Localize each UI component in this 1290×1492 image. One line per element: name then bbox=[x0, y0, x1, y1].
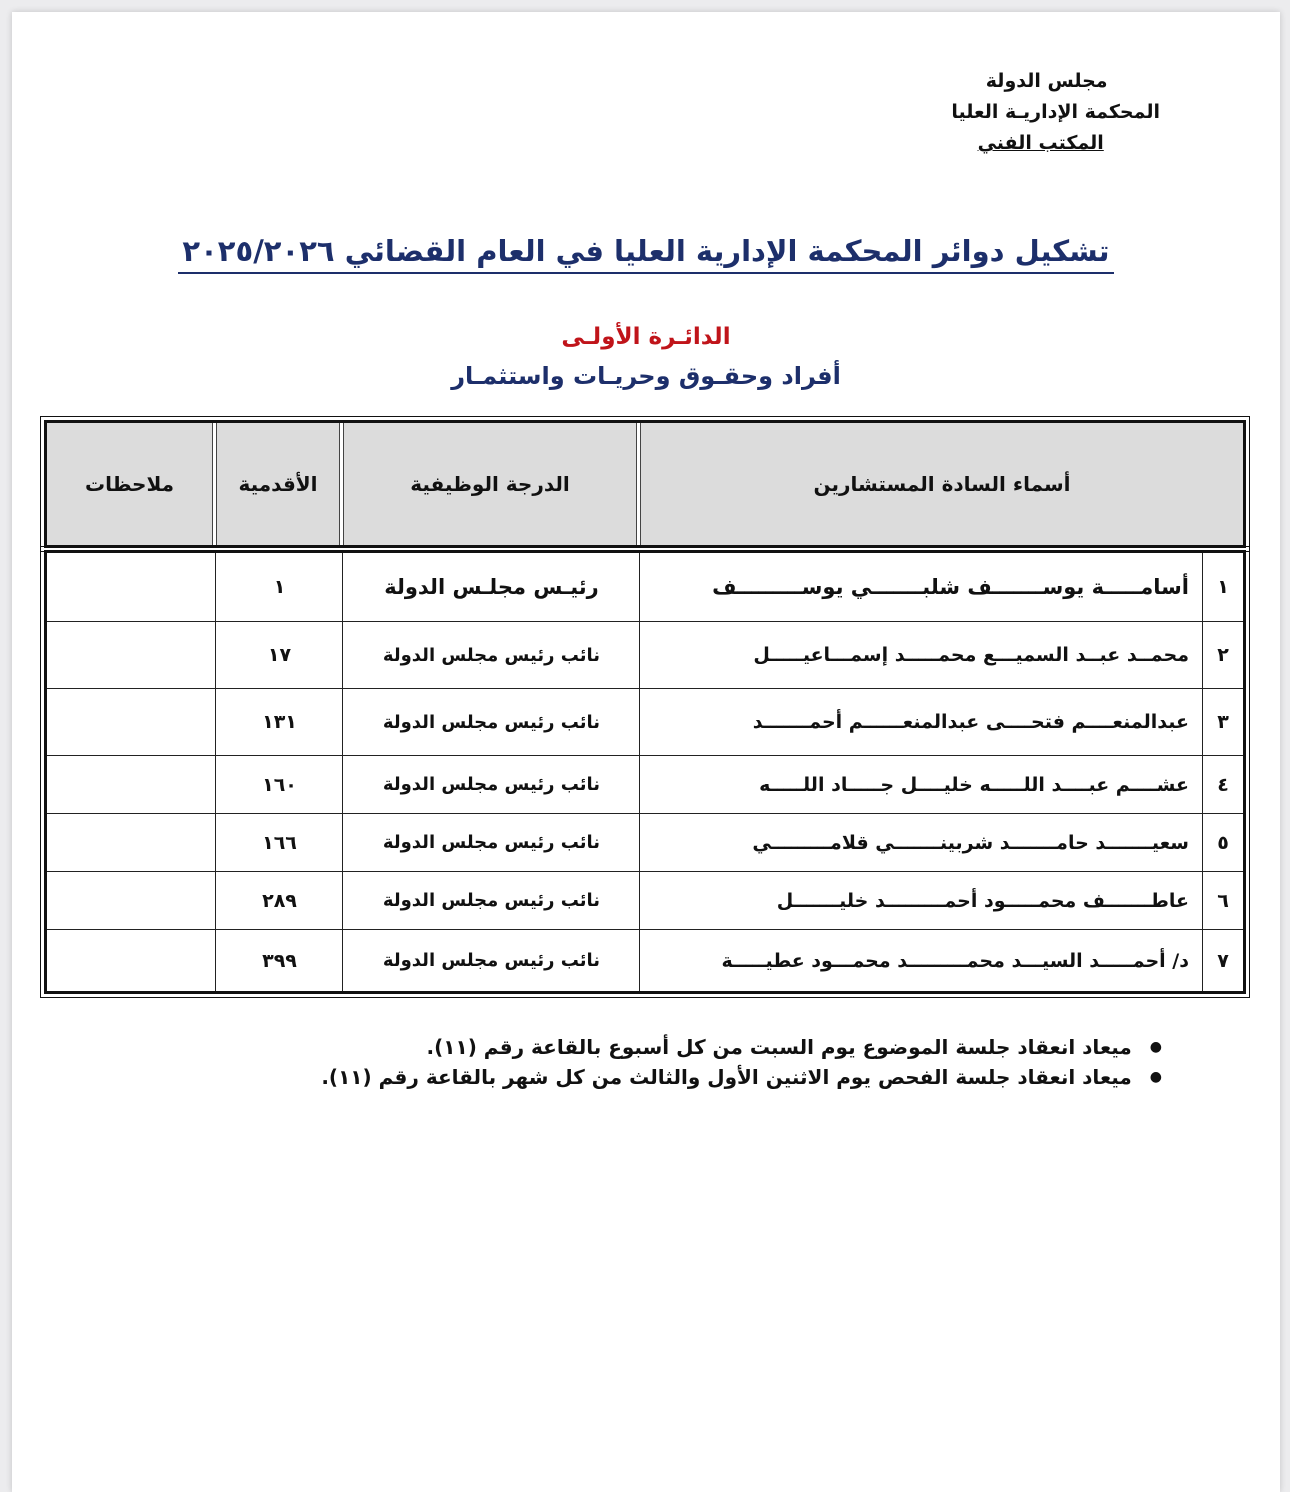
notes-cell bbox=[47, 689, 216, 755]
header-notes: ملاحظات bbox=[84, 472, 175, 496]
header-court: المحكمة الإداريـة العليا bbox=[951, 101, 1160, 123]
seniority: ١٦٦ bbox=[262, 831, 297, 854]
table-row bbox=[47, 929, 1243, 991]
header-divider bbox=[212, 423, 217, 545]
job-grade: نائب رئيس مجلس الدولة bbox=[382, 950, 601, 971]
seniority: ١٧ bbox=[267, 644, 292, 666]
circuit-subtitle: أفراد وحقـوق وحريـات واستثمـار bbox=[451, 362, 841, 390]
counselor-name: محمــد عبــد السميـــع محمـــــد إسمـــاعيـــــل bbox=[753, 644, 1189, 666]
counselor-name: سعيـــــــد حامـــــــد شربينـــــــي قلامـــــــــي bbox=[752, 831, 1189, 854]
header-office: المكتب الفني bbox=[977, 132, 1104, 154]
row-number: ٤ bbox=[1217, 773, 1229, 796]
bullet-icon: ● bbox=[1149, 1039, 1162, 1055]
header-divider bbox=[636, 423, 641, 545]
table-header bbox=[44, 420, 1246, 548]
session-notes bbox=[321, 1032, 1162, 1092]
table-row bbox=[47, 621, 1243, 688]
counselor-name: عشــــم عبــــد اللـــــه خليــــل جـــــاد اللـــــه bbox=[759, 773, 1189, 796]
row-number: ٥ bbox=[1217, 831, 1229, 854]
notes-cell bbox=[47, 553, 216, 621]
note-item bbox=[321, 1062, 1162, 1092]
header-council: مجلس الدولة bbox=[985, 70, 1108, 92]
bullet-icon: ● bbox=[1149, 1069, 1162, 1085]
document-title-wrap bbox=[12, 234, 1280, 268]
issuer-header bbox=[951, 66, 1160, 159]
notes-cell bbox=[47, 756, 216, 813]
circuit-name: الدائـرة الأولـى bbox=[561, 324, 731, 350]
row-number: ٣ bbox=[1217, 711, 1229, 733]
counselor-name: د/ أحمـــــد السيـــد محمـــــــــد محمـــود عطيـــــة bbox=[721, 949, 1189, 972]
counselor-name: عاطـــــــف محمـــــود أحمـــــــــد خليـــــــل bbox=[776, 889, 1189, 912]
counselor-name: عبدالمنعــــم فتحــــى عبدالمنعــــــم أحمـــــــد bbox=[752, 711, 1189, 733]
notes-cell bbox=[47, 930, 216, 991]
notes-cell bbox=[47, 872, 216, 929]
row-number: ٦ bbox=[1217, 889, 1229, 912]
seniority: ٣٩٩ bbox=[262, 949, 297, 972]
table-row bbox=[47, 688, 1243, 755]
job-grade: نائب رئيس مجلس الدولة bbox=[382, 711, 601, 733]
row-number: ٢ bbox=[1217, 644, 1229, 666]
row-number: ١ bbox=[1217, 576, 1229, 598]
table-row bbox=[47, 871, 1243, 929]
notes-cell bbox=[47, 622, 216, 688]
header-grade: الدرجة الوظيفية bbox=[410, 472, 570, 496]
table-body bbox=[44, 550, 1246, 994]
document-title: تشكيل دوائر المحكمة الإدارية العليا في العام القضائي ٢٠٢٥/٢٠٢٦ bbox=[178, 234, 1113, 274]
table-row bbox=[47, 813, 1243, 871]
job-grade: نائب رئيس مجلس الدولة bbox=[382, 774, 601, 795]
notes-cell bbox=[47, 814, 216, 871]
table-row bbox=[47, 755, 1243, 813]
note-text: ميعاد انعقاد جلسة الفحص يوم الاثنين الأول والثالث من كل شهر بالقاعة رقم (١١). bbox=[321, 1065, 1132, 1089]
document-page bbox=[12, 12, 1280, 1492]
header-divider bbox=[339, 423, 344, 545]
seniority: ١٣١ bbox=[262, 711, 297, 733]
job-grade: نائب رئيس مجلس الدولة bbox=[382, 644, 601, 666]
table-row bbox=[47, 553, 1243, 621]
seniority: ٢٨٩ bbox=[262, 889, 297, 912]
job-grade: رئيـس مجلـس الدولة bbox=[384, 575, 599, 599]
job-grade: نائب رئيس مجلس الدولة bbox=[382, 832, 601, 853]
counselor-name: أسامـــــة يوســـــــف شلبـــــــي يوســـــــــف bbox=[712, 575, 1189, 599]
header-seniority: الأقدمية bbox=[238, 472, 318, 496]
row-number: ٧ bbox=[1217, 949, 1229, 972]
note-item bbox=[321, 1032, 1162, 1062]
seniority: ١ bbox=[273, 576, 286, 598]
note-text: ميعاد انعقاد جلسة الموضوع يوم السبت من كل أسبوع بالقاعة رقم (١١). bbox=[426, 1035, 1132, 1059]
seniority: ١٦٠ bbox=[262, 773, 297, 796]
header-names: أسماء السادة المستشارين bbox=[813, 472, 1071, 496]
job-grade: نائب رئيس مجلس الدولة bbox=[382, 890, 601, 911]
